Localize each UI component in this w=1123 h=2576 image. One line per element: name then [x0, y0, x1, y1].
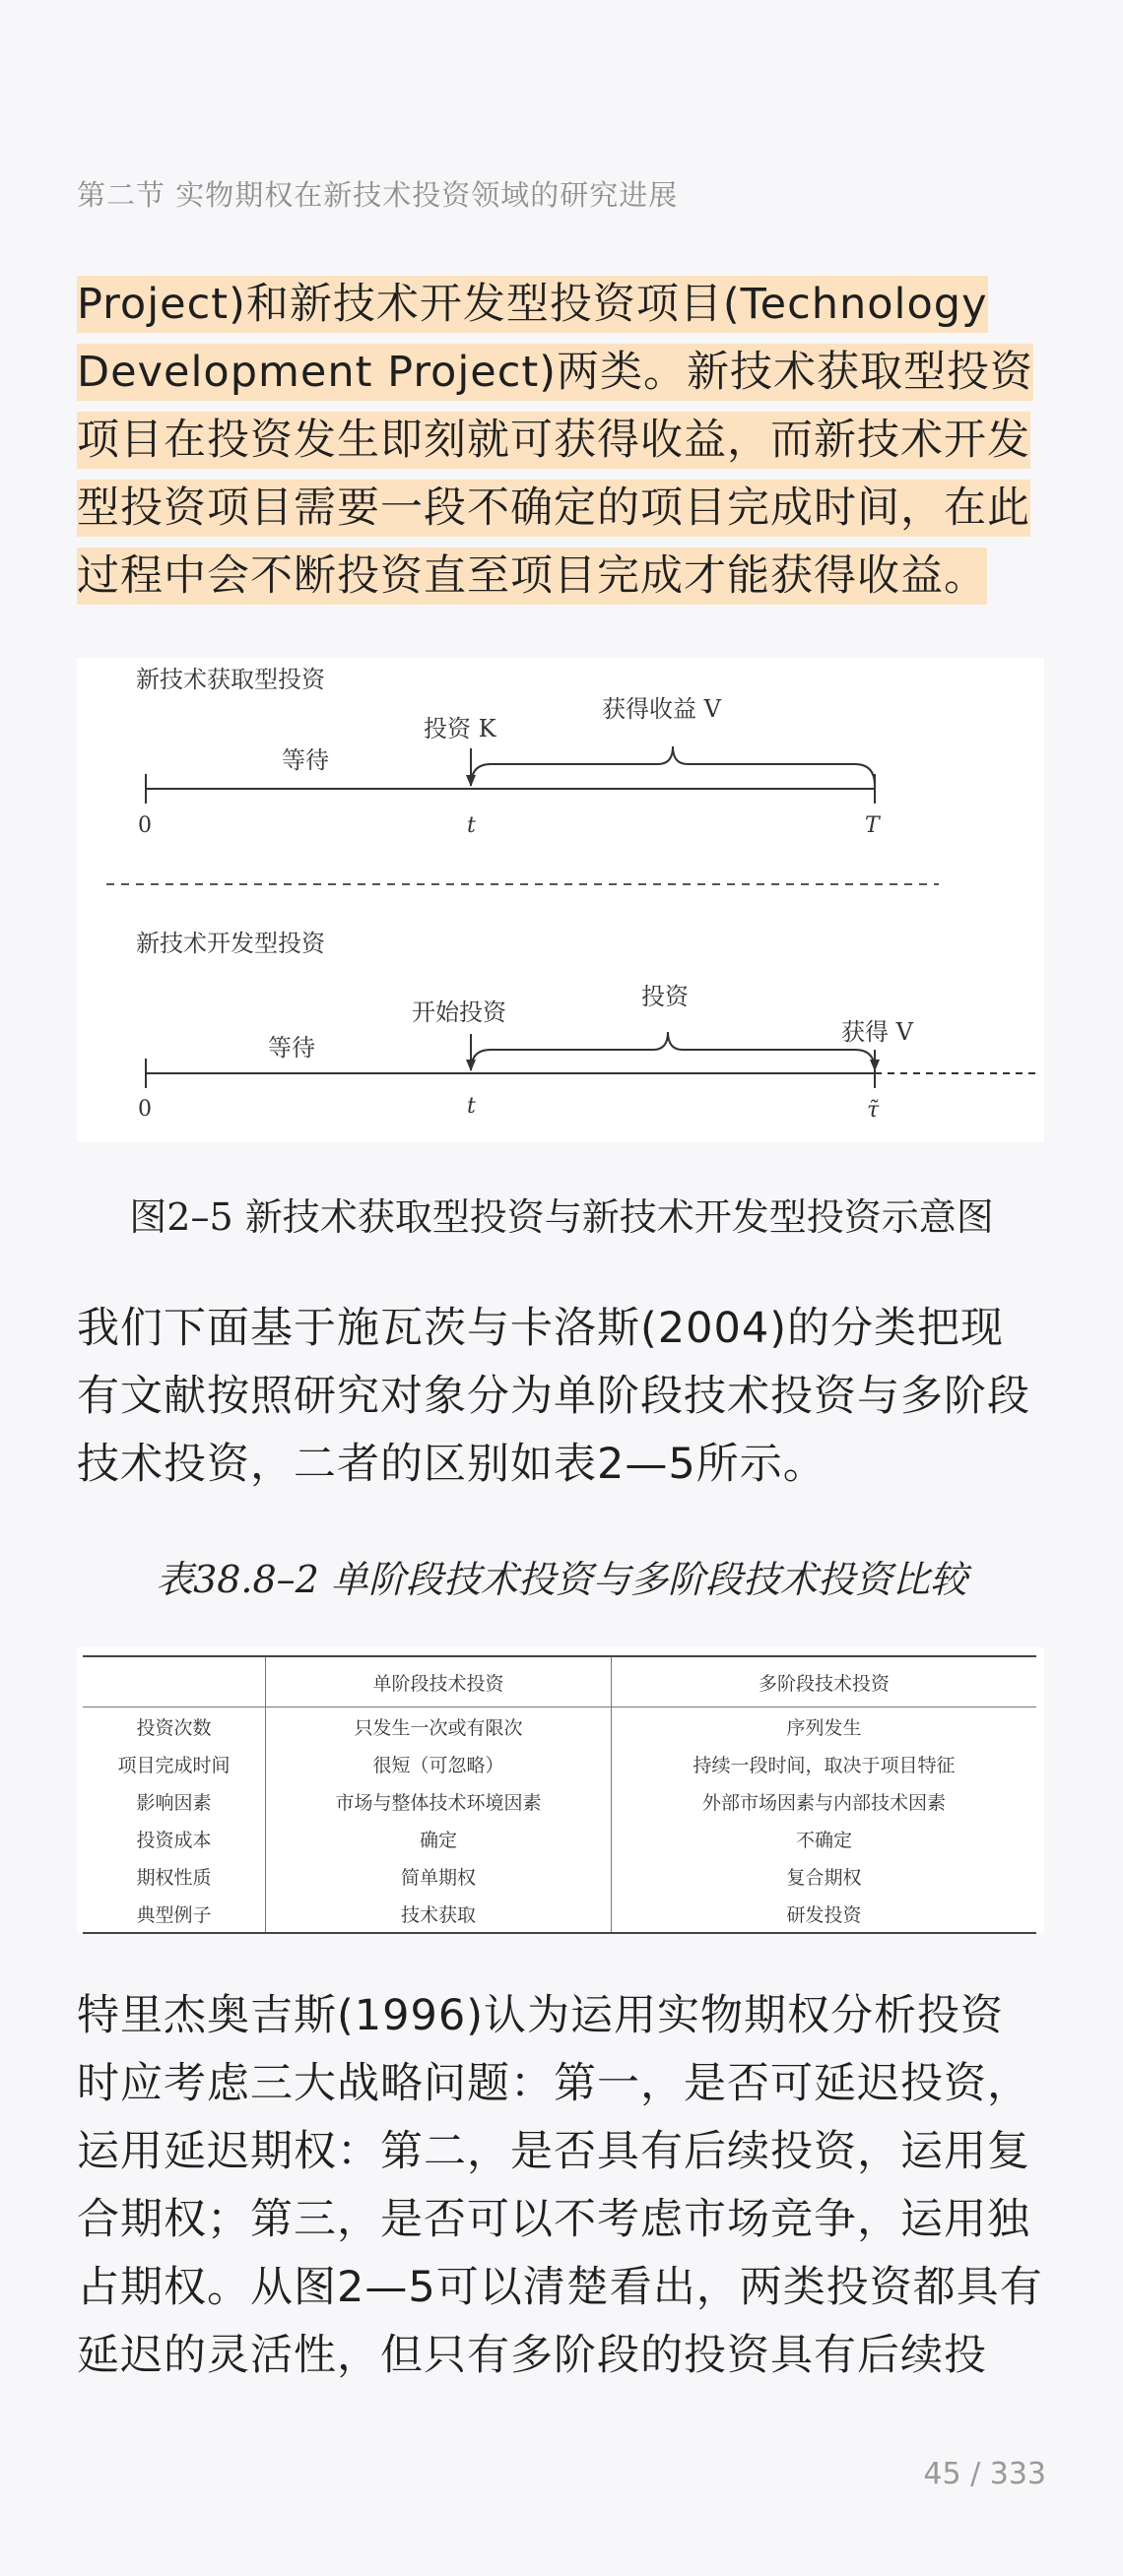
- comparison-table: [77, 1647, 1044, 1933]
- table-cell: 期权性质: [83, 1857, 266, 1895]
- chapter-title: 第二节 实物期权在新技术投资领域的研究进展: [77, 178, 679, 212]
- bottom-wait-label: 等待: [268, 1034, 315, 1062]
- figure-diagram: [77, 658, 1044, 1142]
- table-row: [83, 1857, 1036, 1895]
- table-cell: 不确定: [795, 1829, 852, 1851]
- table-cell: 持续一段时间，取决于项目特征: [693, 1754, 956, 1776]
- table-cell: 确定: [266, 1820, 612, 1857]
- bottom-t: t: [467, 1094, 476, 1119]
- table-caption: 表38.8–2 单阶段技术投资与多阶段技术投资比较: [156, 1558, 967, 1601]
- table-cell: 复合期权: [786, 1866, 862, 1889]
- top-T: T: [865, 813, 880, 838]
- timeline-diagram: [77, 658, 1044, 1142]
- bottom-title: 新技术开发型投资: [136, 930, 325, 957]
- table-row: [83, 1745, 1036, 1782]
- table-row: [83, 1707, 1036, 1746]
- top-t: t: [467, 813, 476, 838]
- table-cell: 典型例子: [83, 1895, 266, 1933]
- bottom-zero: 0: [138, 1097, 152, 1122]
- bottom-tau: τ̃: [867, 1098, 880, 1123]
- bottom-invest-label: 投资: [641, 983, 689, 1010]
- paragraph-2[interactable]: 我们下面基于施瓦茨与卡洛斯(2004)的分类把现有文献按照研究对象分为单阶段技术投资与多阶段技术投资，二者的区别如表2—5所示。: [77, 1304, 1030, 1489]
- table-cell: 简单期权: [266, 1857, 612, 1895]
- table-cell: 项目完成时间: [83, 1745, 266, 1782]
- table-cell: 技术获取: [266, 1895, 612, 1933]
- table-header-cell: [83, 1656, 266, 1707]
- table-row: [83, 1895, 1036, 1933]
- top-brace: [471, 746, 875, 786]
- bottom-brace: [471, 1032, 875, 1070]
- bottom-gain-label: 获得 V: [841, 1018, 913, 1046]
- bottom-start-label: 开始投资: [412, 998, 506, 1026]
- table-cell: 序列发生: [786, 1716, 862, 1739]
- top-gain-label: 获得收益 V: [602, 695, 721, 723]
- paragraph-3[interactable]: 特里杰奥吉斯(1996)认为运用实物期权分析投资时应考虑三大战略问题：第一，是否可延迟投资，运用延迟期权：第二，是否具有后续投资，运用复合期权；第三，是否可以不考虑市场竞争，运用独占期权。从图2—5可以清楚看出，两类投资都具有延迟的灵活性，但只有多阶段的投资具有后续投: [77, 1991, 1043, 2380]
- table-cell: 外部市场因素与内部技术因素: [701, 1791, 946, 1814]
- top-wait-label: 等待: [282, 746, 329, 774]
- highlight-text[interactable]: Project)和新技术开发型投资项目(Technology Development Project)两类。新技术获取型投资项目在投资发生即刻就可获得收益，而新技术开发型投资项目需要一段不确定的项目完成时间，在此过程中会不断投资直至项目完成才能获得收益。: [77, 276, 1033, 605]
- table-row: [83, 1820, 1036, 1857]
- top-zero: 0: [138, 813, 152, 838]
- table-header-cell: 单阶段技术投资: [266, 1656, 612, 1707]
- figure-caption: 图2–5 新技术获取型投资与新技术开发型投资示意图: [129, 1195, 994, 1239]
- table: [83, 1655, 1036, 1934]
- table-cell: 投资成本: [83, 1820, 266, 1857]
- table-cell: 影响因素: [83, 1782, 266, 1820]
- page-indicator: 45 / 333: [923, 2457, 1046, 2491]
- table-header-cell: 多阶段技术投资: [758, 1672, 890, 1695]
- table-header-row: [83, 1656, 1036, 1707]
- top-title: 新技术获取型投资: [136, 666, 325, 693]
- table-cell: 只发生一次或有限次: [266, 1707, 612, 1746]
- table-cell: 研发投资: [786, 1903, 862, 1926]
- table-cell: 市场与整体技术环境因素: [266, 1782, 612, 1820]
- table-cell: 投资次数: [83, 1707, 266, 1746]
- paragraph-highlighted[interactable]: [77, 271, 1046, 611]
- table-cell: 很短（可忽略）: [266, 1745, 612, 1782]
- table-row: [83, 1782, 1036, 1820]
- top-invest-label: 投资 K: [424, 715, 496, 742]
